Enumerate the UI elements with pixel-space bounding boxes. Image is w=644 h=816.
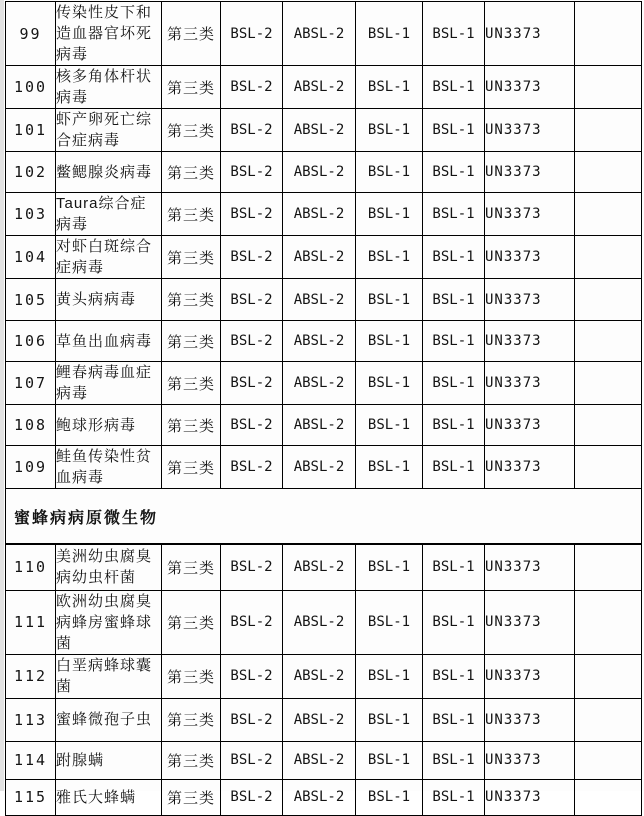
- cell-note: [575, 590, 642, 654]
- cell-bsl2: BSL-2: [221, 779, 283, 815]
- cell-number: 115: [6, 779, 56, 815]
- cell-category: 第三类: [162, 236, 221, 279]
- cell-un-code: UN3373: [485, 321, 575, 362]
- cell-bsl1-b: BSL-1: [423, 362, 485, 405]
- cell-note: [575, 152, 642, 193]
- table-row: [6, 544, 642, 590]
- cell-absl2: ABSL-2: [283, 446, 356, 489]
- cell-un-code: UN3373: [485, 193, 575, 236]
- cell-category: 第三类: [162, 152, 221, 193]
- table-row: [6, 446, 642, 489]
- cell-note: [575, 698, 642, 741]
- cell-bsl2: BSL-2: [221, 279, 283, 321]
- cell-bsl1-a: BSL-1: [356, 66, 423, 109]
- cell-bsl1-b: BSL-1: [423, 2, 485, 66]
- cell-number: 102: [6, 152, 56, 193]
- cell-bsl1-a: BSL-1: [356, 779, 423, 815]
- cell-bsl1-b: BSL-1: [423, 109, 485, 152]
- cell-pathogen-name: 草鱼出血病毒: [56, 321, 162, 362]
- cell-number: 99: [6, 2, 56, 66]
- cell-un-code: UN3373: [485, 741, 575, 779]
- cell-number: 110: [6, 544, 56, 590]
- cell-bsl1-b: BSL-1: [423, 590, 485, 654]
- cell-absl2: ABSL-2: [283, 152, 356, 193]
- cell-absl2: ABSL-2: [283, 321, 356, 362]
- cell-bsl2: BSL-2: [221, 544, 283, 590]
- cell-category: 第三类: [162, 590, 221, 654]
- cell-bsl1-a: BSL-1: [356, 279, 423, 321]
- cell-category: 第三类: [162, 741, 221, 779]
- cell-bsl1-b: BSL-1: [423, 236, 485, 279]
- cell-bsl1-a: BSL-1: [356, 741, 423, 779]
- cell-note: [575, 279, 642, 321]
- cell-note: [575, 544, 642, 590]
- table-row: [6, 236, 642, 279]
- cell-bsl1-b: BSL-1: [423, 321, 485, 362]
- cell-category: 第三类: [162, 362, 221, 405]
- cell-absl2: ABSL-2: [283, 654, 356, 698]
- cell-note: [575, 193, 642, 236]
- table-row: [6, 654, 642, 698]
- cell-un-code: UN3373: [485, 446, 575, 489]
- cell-pathogen-name: 鲤春病毒血症病毒: [56, 362, 162, 405]
- table-row: [6, 279, 642, 321]
- cell-absl2: ABSL-2: [283, 109, 356, 152]
- cell-bsl1-a: BSL-1: [356, 321, 423, 362]
- cell-bsl2: BSL-2: [221, 193, 283, 236]
- cell-bsl2: BSL-2: [221, 152, 283, 193]
- cell-bsl1-a: BSL-1: [356, 2, 423, 66]
- cell-absl2: ABSL-2: [283, 362, 356, 405]
- aquatic-pathogen-rows: [6, 2, 642, 489]
- bee-pathogen-rows: [6, 544, 642, 815]
- cell-bsl2: BSL-2: [221, 405, 283, 446]
- cell-note: [575, 405, 642, 446]
- cell-absl2: ABSL-2: [283, 2, 356, 66]
- cell-un-code: UN3373: [485, 279, 575, 321]
- cell-category: 第三类: [162, 109, 221, 152]
- table-row: [6, 109, 642, 152]
- cell-bsl1-b: BSL-1: [423, 152, 485, 193]
- cell-category: 第三类: [162, 698, 221, 741]
- cell-number: 114: [6, 741, 56, 779]
- cell-bsl1-a: BSL-1: [356, 109, 423, 152]
- cell-bsl2: BSL-2: [221, 321, 283, 362]
- cell-bsl1-b: BSL-1: [423, 279, 485, 321]
- cell-bsl2: BSL-2: [221, 698, 283, 741]
- cell-note: [575, 779, 642, 815]
- cell-number: 105: [6, 279, 56, 321]
- cell-pathogen-name: 虾产卵死亡综合症病毒: [56, 109, 162, 152]
- cell-absl2: ABSL-2: [283, 279, 356, 321]
- cell-absl2: ABSL-2: [283, 698, 356, 741]
- cell-number: 113: [6, 698, 56, 741]
- cell-pathogen-name: 鲑鱼传染性贫血病毒: [56, 446, 162, 489]
- section-header-bee-pathogens: 蜜蜂病病原微生物: [6, 489, 642, 545]
- cell-absl2: ABSL-2: [283, 544, 356, 590]
- cell-note: [575, 2, 642, 66]
- cell-category: 第三类: [162, 405, 221, 446]
- cell-bsl1-b: BSL-1: [423, 741, 485, 779]
- table-row: [6, 779, 642, 815]
- cell-pathogen-name: 欧洲幼虫腐臭病蜂房蜜蜂球菌: [56, 590, 162, 654]
- cell-absl2: ABSL-2: [283, 741, 356, 779]
- table-row: [6, 193, 642, 236]
- cell-number: 100: [6, 66, 56, 109]
- table-row: [6, 362, 642, 405]
- cell-bsl1-b: BSL-1: [423, 654, 485, 698]
- cell-un-code: UN3373: [485, 779, 575, 815]
- cell-category: 第三类: [162, 279, 221, 321]
- cell-bsl1-b: BSL-1: [423, 66, 485, 109]
- cell-pathogen-name: 白垩病蜂球囊菌: [56, 654, 162, 698]
- cell-un-code: UN3373: [485, 654, 575, 698]
- pathogen-classification-table: [5, 1, 642, 816]
- cell-pathogen-name: 传染性皮下和造血器官坏死病毒: [56, 2, 162, 66]
- cell-pathogen-name: 雅氏大蜂螨: [56, 779, 162, 815]
- table-row: [6, 152, 642, 193]
- cell-number: 103: [6, 193, 56, 236]
- cell-bsl1-a: BSL-1: [356, 236, 423, 279]
- cell-un-code: UN3373: [485, 152, 575, 193]
- cell-note: [575, 321, 642, 362]
- cell-bsl2: BSL-2: [221, 109, 283, 152]
- cell-note: [575, 362, 642, 405]
- table-row: [6, 2, 642, 66]
- cell-bsl1-b: BSL-1: [423, 446, 485, 489]
- cell-bsl1-b: BSL-1: [423, 405, 485, 446]
- cell-pathogen-name: 鳖鳃腺炎病毒: [56, 152, 162, 193]
- cell-bsl1-a: BSL-1: [356, 654, 423, 698]
- cell-pathogen-name: 跗腺螨: [56, 741, 162, 779]
- cell-bsl2: BSL-2: [221, 66, 283, 109]
- cell-un-code: UN3373: [485, 109, 575, 152]
- cell-bsl2: BSL-2: [221, 446, 283, 489]
- cell-un-code: UN3373: [485, 590, 575, 654]
- cell-un-code: UN3373: [485, 405, 575, 446]
- cell-category: 第三类: [162, 193, 221, 236]
- cell-note: [575, 446, 642, 489]
- cell-number: 108: [6, 405, 56, 446]
- cell-category: 第三类: [162, 66, 221, 109]
- cell-un-code: UN3373: [485, 2, 575, 66]
- cell-absl2: ABSL-2: [283, 236, 356, 279]
- cell-absl2: ABSL-2: [283, 193, 356, 236]
- cell-bsl1-a: BSL-1: [356, 544, 423, 590]
- cell-number: 101: [6, 109, 56, 152]
- cell-category: 第三类: [162, 779, 221, 815]
- cell-un-code: UN3373: [485, 698, 575, 741]
- cell-bsl1-b: BSL-1: [423, 544, 485, 590]
- cell-un-code: UN3373: [485, 236, 575, 279]
- cell-bsl1-a: BSL-1: [356, 193, 423, 236]
- cell-note: [575, 654, 642, 698]
- cell-number: 106: [6, 321, 56, 362]
- cell-note: [575, 741, 642, 779]
- cell-category: 第三类: [162, 321, 221, 362]
- cell-bsl2: BSL-2: [221, 654, 283, 698]
- cell-un-code: UN3373: [485, 362, 575, 405]
- cell-pathogen-name: 对虾白斑综合症病毒: [56, 236, 162, 279]
- cell-pathogen-name: 黄头病病毒: [56, 279, 162, 321]
- cell-category: 第三类: [162, 446, 221, 489]
- cell-note: [575, 66, 642, 109]
- cell-number: 104: [6, 236, 56, 279]
- cell-bsl1-a: BSL-1: [356, 152, 423, 193]
- cell-un-code: UN3373: [485, 66, 575, 109]
- cell-number: 107: [6, 362, 56, 405]
- cell-absl2: ABSL-2: [283, 779, 356, 815]
- cell-bsl1-a: BSL-1: [356, 698, 423, 741]
- cell-bsl1-a: BSL-1: [356, 362, 423, 405]
- cell-category: 第三类: [162, 2, 221, 66]
- cell-bsl2: BSL-2: [221, 741, 283, 779]
- table-row: [6, 321, 642, 362]
- cell-absl2: ABSL-2: [283, 405, 356, 446]
- cell-bsl2: BSL-2: [221, 2, 283, 66]
- cell-pathogen-name: Taura综合症病毒: [56, 193, 162, 236]
- cell-absl2: ABSL-2: [283, 66, 356, 109]
- cell-absl2: ABSL-2: [283, 590, 356, 654]
- cell-bsl1-a: BSL-1: [356, 590, 423, 654]
- section-header-row-group: [6, 489, 642, 545]
- cell-number: 109: [6, 446, 56, 489]
- table-row: [6, 405, 642, 446]
- cell-bsl1-a: BSL-1: [356, 446, 423, 489]
- cell-number: 111: [6, 590, 56, 654]
- cell-number: 112: [6, 654, 56, 698]
- cell-note: [575, 109, 642, 152]
- table-section-row: [6, 489, 642, 545]
- table-row: [6, 66, 642, 109]
- cell-category: 第三类: [162, 544, 221, 590]
- table-row: [6, 741, 642, 779]
- cell-pathogen-name: 核多角体杆状病毒: [56, 66, 162, 109]
- cell-un-code: UN3373: [485, 544, 575, 590]
- cell-bsl2: BSL-2: [221, 590, 283, 654]
- cell-bsl1-b: BSL-1: [423, 779, 485, 815]
- cell-bsl1-b: BSL-1: [423, 193, 485, 236]
- cell-bsl2: BSL-2: [221, 236, 283, 279]
- table-row: [6, 590, 642, 654]
- cell-bsl1-b: BSL-1: [423, 698, 485, 741]
- cell-bsl2: BSL-2: [221, 362, 283, 405]
- scan-edge-strip: [0, 0, 4, 791]
- table-row: [6, 698, 642, 741]
- cell-pathogen-name: 鲍球形病毒: [56, 405, 162, 446]
- cell-note: [575, 236, 642, 279]
- cell-category: 第三类: [162, 654, 221, 698]
- cell-bsl1-a: BSL-1: [356, 405, 423, 446]
- cell-pathogen-name: 蜜蜂微孢子虫: [56, 698, 162, 741]
- cell-pathogen-name: 美洲幼虫腐臭病幼虫杆菌: [56, 544, 162, 590]
